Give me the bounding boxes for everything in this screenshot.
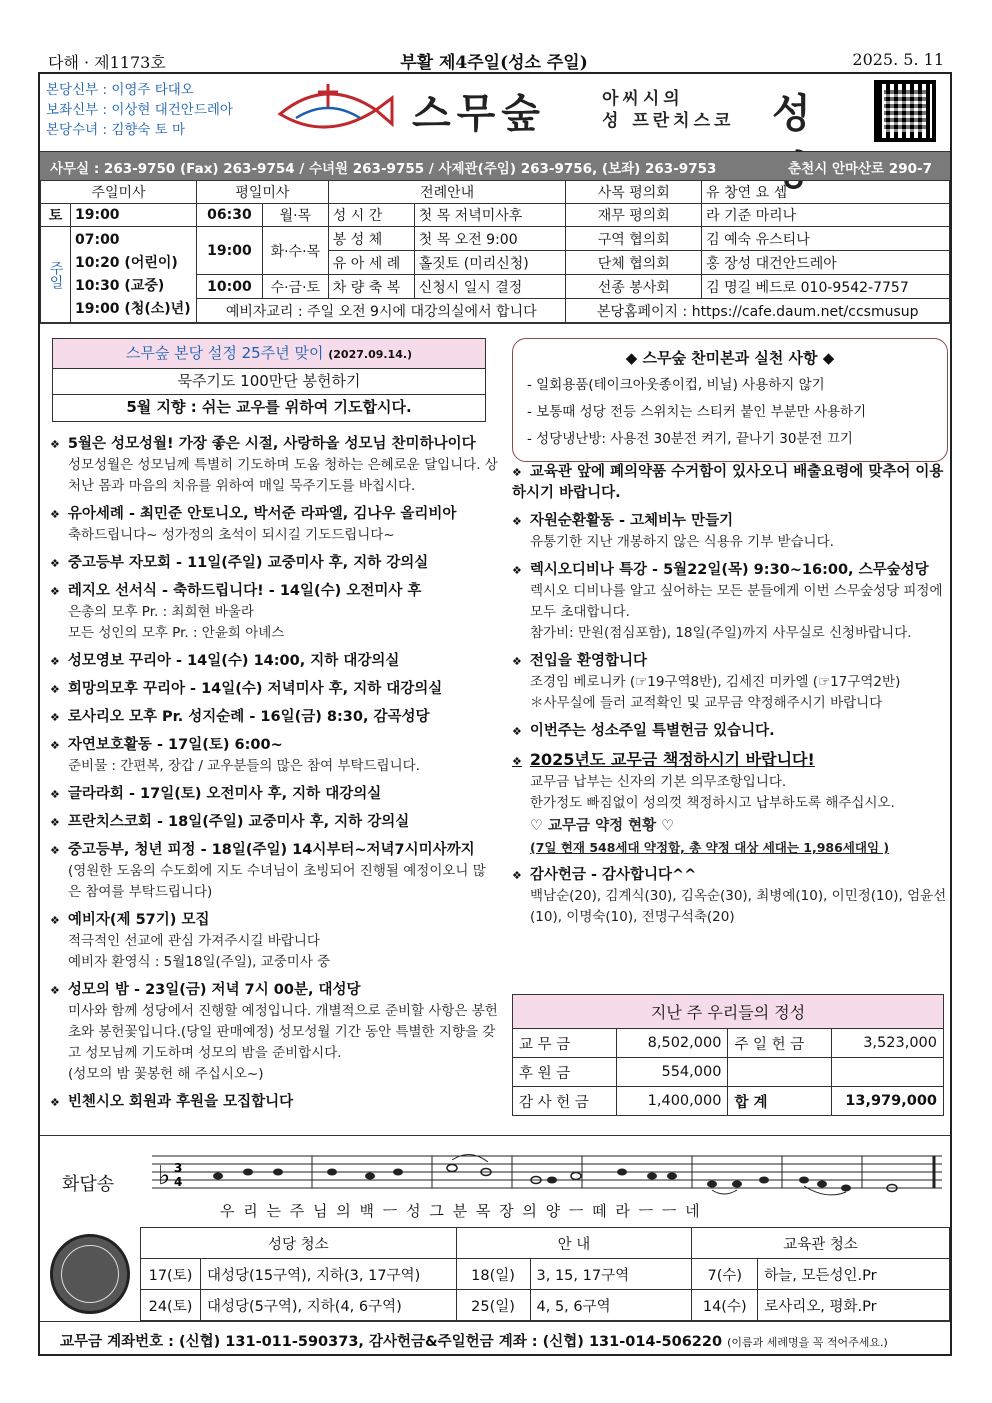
council-name: 단체 협의회: [566, 251, 702, 275]
council-person: 홍 장성 대건안드레아: [702, 251, 950, 275]
council-person: 김 예숙 유스티나: [702, 227, 950, 251]
right-notices: [512, 462, 948, 935]
offering-table: [512, 994, 944, 1116]
list-item: ❖ 5월은 성모성월! 가장 좋은 시절, 사랑하올 성모님 찬미하나이다 성모성월은 성모님께 특별히 기도하며 도움 청하는 은혜로운 달입니다. 상처난 몸과 마음의 치유를 위하여 매일 묵주기도를 바칩시다.: [50, 434, 498, 497]
green-practice-title: ◆ 스무숲 찬미본과 실천 사항 ◆: [625, 349, 835, 367]
pledge-title: ♡ 교무금 약정 현황 ♡: [530, 818, 675, 834]
clergy-list: [46, 80, 233, 140]
council-name: 재무 평의회: [566, 204, 702, 227]
offering-title: 지난 주 우리들의 정성: [513, 995, 944, 1029]
list-item: ❖ 2025년도 교무금 책정하시기 바랍니다! 교무금 납부는 신자의 기본 의무조항입니다. 한가정도 빠짐없이 성의껏 책정하시고 납부하도록 해주십시오. ♡ 교무금 약정 현황 ♡ (7일 현재 548세대 약정함, 총 약정 대상 세대는 1,986세대임 ): [512, 749, 948, 858]
catechumen-class: 예비자교리 : 주일 오전 9시에 대강의실에서 합니다: [196, 299, 566, 323]
masthead: [40, 74, 950, 152]
bank-accounts: [40, 1321, 950, 1354]
psalm-lyrics: 우 리 는 주 님 의 백 ㅡ 성 그 분 목 장 의 양 ㅡ 떼 라 ㅡ ㅡ 네: [220, 1202, 702, 1220]
council-name: 선종 봉사회: [566, 275, 702, 299]
rosary-goal: 묵주기도 100만단 봉헌하기: [53, 369, 485, 395]
monthly-intention: 5월 지향 : 쉬는 교우를 위하여 기도합시다.: [126, 398, 412, 416]
liturgy-key: 봉 성 체: [328, 227, 414, 251]
svg-text:4: 4: [174, 1175, 183, 1189]
list-item: ❖ 글라라회 - 17일(토) 오전미사 후, 지하 대강의실: [50, 784, 498, 805]
top-line: [38, 46, 950, 72]
list-item: ❖ 프란치스코회 - 18일(주일) 교중미사 후, 지하 강의실: [50, 812, 498, 833]
list-item: ❖ 전입을 환영합니다 조경임 베로니카 (☞19구역8반), 김세진 미카엘 (☞17구역2반) ＊사무실에 들러 교적확인 및 교무금 약정해주시기 바랍니다: [512, 651, 948, 714]
clergy-row: 본당수녀 : 김향숙 토 마: [46, 122, 186, 138]
table-row: 후 원 금 554,000: [513, 1058, 944, 1087]
list-item: ❖ 희망의모후 꾸리아 - 14일(수) 저녁미사 후, 지하 대강의실: [50, 679, 498, 700]
list-item: ❖ 성모영보 꾸리아 - 14일(수) 14:00, 지하 대강의실: [50, 651, 498, 672]
weekday-time: 19:00: [196, 227, 262, 275]
mass-schedule-table: [40, 180, 950, 323]
list-item: - 일회용품(테이크아웃종이컵, 비닐) 사용하지 않기: [527, 377, 825, 393]
list-item: - 보통때 성당 전등 스위치는 스티커 붙인 부분만 사용하기: [527, 404, 867, 420]
list-item: ❖ 빈첸시오 회원과 후원을 모집합니다: [50, 1092, 498, 1113]
bulletin-frame: [38, 72, 952, 1356]
address: 춘천시 안마산로 290-7: [788, 161, 932, 177]
list-item: ❖ 자연보호활동 - 17일(토) 6:00~ 준비물 : 간편복, 장갑 / 교우분들의 많은 참여 부탁드립니다.: [50, 735, 498, 777]
account-note: (이름과 세례명을 꼭 적어주세요.): [727, 1336, 888, 1349]
header-weekday-mass: 평일미사: [196, 181, 328, 204]
table-row: 17(토) 대성당(15구역), 지하(3, 17구역) 18(일) 3, 15, 17구역 7(수) 하늘, 모든성인.Pr: [141, 1259, 950, 1290]
clergy-row: 보좌신부 : 이상현 대건안드레아: [46, 102, 233, 118]
logo-text-right: 성: [772, 91, 811, 137]
list-item: ❖ 감사헌금 - 감사합니다^^ 백남순(20), 김계식(30), 김옥순(30), 최병예(10), 이민정(10), 엄윤선(10), 이명숙(10), 전명구석축(20): [512, 865, 948, 928]
header-guide: 안 내: [456, 1228, 692, 1259]
anniversary-title: 스무숲 본당 설정 25주년 맞이 (2027.09.14.): [53, 339, 485, 369]
anniversary-box: [52, 338, 486, 422]
liturgy-key: 성 시 간: [328, 204, 414, 227]
liturgy-key: 차 량 축 복: [328, 275, 414, 299]
sunday-times: 07:00 10:20 (어린이) 10:30 (교중) 19:00 (청(소)년): [70, 227, 196, 323]
psalm-label: 화답송: [62, 1174, 115, 1195]
header-sunday-mass: 주일미사: [41, 181, 197, 204]
list-item: ❖ 이번주는 성소주일 특별헌금 있습니다.: [512, 721, 948, 742]
council-name: 사목 평의회: [566, 181, 702, 204]
list-item: ❖ 자원순환활동 - 고체비누 만들기 유통기한 지난 개봉하지 않은 식용유 기부 받습니다.: [512, 511, 948, 553]
council-person: 유 창연 요 셉: [702, 181, 950, 204]
phone-numbers: 사무실 : 263-9750 (Fax) 263-9754 / 수녀원 263-9755 / 사제관(주임) 263-9756, (보좌) 263-9753: [50, 161, 717, 177]
liturgy-value: 첫 목 저녁미사후: [414, 204, 566, 227]
weekday-days: 수·금·토: [262, 275, 328, 299]
council-person: 김 명길 베드로 010-9542-7757: [702, 275, 950, 299]
list-item: ❖ 교육관 앞에 폐의약품 수거함이 있사오니 배출요령에 맞추어 이용하시기 바랍니다.: [512, 462, 948, 504]
council-person: 라 기준 마리나: [702, 204, 950, 227]
svg-text:♭: ♭: [158, 1161, 171, 1191]
list-item: ❖ 렉시오디비나 특강 - 5월22일(목) 9:30~16:00, 스무숲성당 렉시오 디비나를 알고 싶어하는 모든 분들에게 이번 스무숲성당 피정에 모두 초대합니다. 참가비: 만원(점심포함), 18일(주일)까지 사무실로 신청바랍니다.: [512, 560, 948, 644]
sunday-title: 부활 제4주일(성소 주일): [400, 53, 588, 73]
saturday-time: 19:00: [70, 204, 196, 227]
weekday-days: 화·수·목: [262, 227, 328, 275]
issue-number: 다해 · 제1173호: [48, 53, 166, 72]
liturgy-value: 신청시 일시 결정: [414, 275, 566, 299]
notices-area: [40, 323, 950, 1133]
list-item: ❖ 유아세례 - 최민준 안토니오, 박서준 라파엘, 김나우 올리비아 축하드립니다~ 성가정의 초석이 되시길 기도드립니다~: [50, 504, 498, 546]
liturgy-value: 홀짓토 (미리신청): [414, 251, 566, 275]
contact-bar: [40, 152, 950, 180]
table-row: 교 무 금 8,502,000 주 일 헌 금 3,523,000: [513, 1029, 944, 1058]
pledge-status: (7일 현재 548세대 약정함, 총 약정 대상 세대는 1,986세대임 ): [530, 840, 890, 855]
list-item: ❖ 레지오 선서식 - 축하드립니다! - 14일(수) 오전미사 후 은총의 모후 Pr. : 최희현 바울라 모든 성인의 모후 Pr. : 안윤희 아녜스: [50, 581, 498, 644]
issue-date: 2025. 5. 11: [852, 50, 944, 69]
list-item: - 성당냉난방: 사용전 30분전 켜기, 끝나기 30분전 끄기: [527, 431, 853, 447]
music-staff-icon: [152, 1146, 942, 1206]
header-edu-cleaning: 교육관 청소: [692, 1228, 950, 1259]
list-item: ❖ 중고등부 자모회 - 11일(주일) 교중미사 후, 지하 강의실: [50, 553, 498, 574]
fish-cross-icon: [276, 80, 396, 144]
svg-text:3: 3: [174, 1161, 183, 1175]
duty-table: [140, 1227, 950, 1321]
liturgy-key: 유 아 세 례: [328, 251, 414, 275]
list-item: ❖ 로사리오 모후 Pr. 성지순례 - 16일(금) 8:30, 감곡성당: [50, 707, 498, 728]
qr-code-icon[interactable]: [874, 80, 936, 142]
table-row: 24(토) 대성당(5구역), 지하(4, 6구역) 25(일) 4, 5, 6구역 14(수) 로사리오, 평화.Pr: [141, 1290, 950, 1321]
weekday-time: 10:00: [196, 275, 262, 299]
header-church-cleaning: 성당 청소: [141, 1228, 457, 1259]
logo-text-left: 스무숲: [412, 91, 546, 137]
parish-logo: [272, 80, 844, 144]
list-item: ❖ 예비자(제 57기) 모집 적극적인 선교에 관심 가져주시길 바랍니다 예비자 환영식 : 5월18일(주일), 교중미사 중: [50, 910, 498, 973]
list-item: ❖ 성모의 밤 - 23일(금) 저녁 7시 00분, 대성당 미사와 함께 성당에서 진행할 예정입니다. 개별적으로 준비할 사항은 봉헌초와 봉헌꽃입니다.(당일 판매예정) 성모성월 기간 동안 특별한 지향을 갖고 성모님께 기도하며 성모의 밤을 준비합시다. (성모의 밤 꽃봉헌 해 주십시오~): [50, 980, 498, 1085]
account-numbers: 교무금 계좌번호 : (신협) 131-011-590373, 감사헌금&주일헌금 계좌 : (신협) 131-014-506220: [60, 1334, 723, 1350]
sunday-label: 주일: [41, 227, 71, 323]
green-practice-box: [512, 338, 948, 462]
council-name: 구역 협의회: [566, 227, 702, 251]
weekday-time: 06:30: [196, 204, 262, 227]
clergy-row: 본당신부 : 이영주 타대오: [46, 82, 194, 98]
parish-seal-icon: [50, 1234, 130, 1314]
header-liturgy: 전례안내: [328, 181, 566, 204]
homepage-link[interactable]: 본당홈페이지 : https://cafe.daum.net/ccsmusup: [566, 299, 950, 323]
logo-text-middle: 아씨시의 성 프란치스코: [602, 89, 735, 131]
saturday-label: 토: [41, 204, 71, 227]
left-notices: [50, 434, 498, 1120]
weekday-days: 월·목: [262, 204, 328, 227]
liturgy-value: 첫 목 오전 9:00: [414, 227, 566, 251]
list-item: ❖ 중고등부, 청년 피정 - 18일(주일) 14시부터~저녁7시미사까지 (영원한 도움의 수도회에 지도 수녀님이 초빙되어 진행될 예정이오니 많은 참여를 부탁드립니다): [50, 840, 498, 903]
table-row: 감 사 헌 금 1,400,000 합 계 13,979,000: [513, 1087, 944, 1116]
psalm-music: [40, 1135, 950, 1227]
